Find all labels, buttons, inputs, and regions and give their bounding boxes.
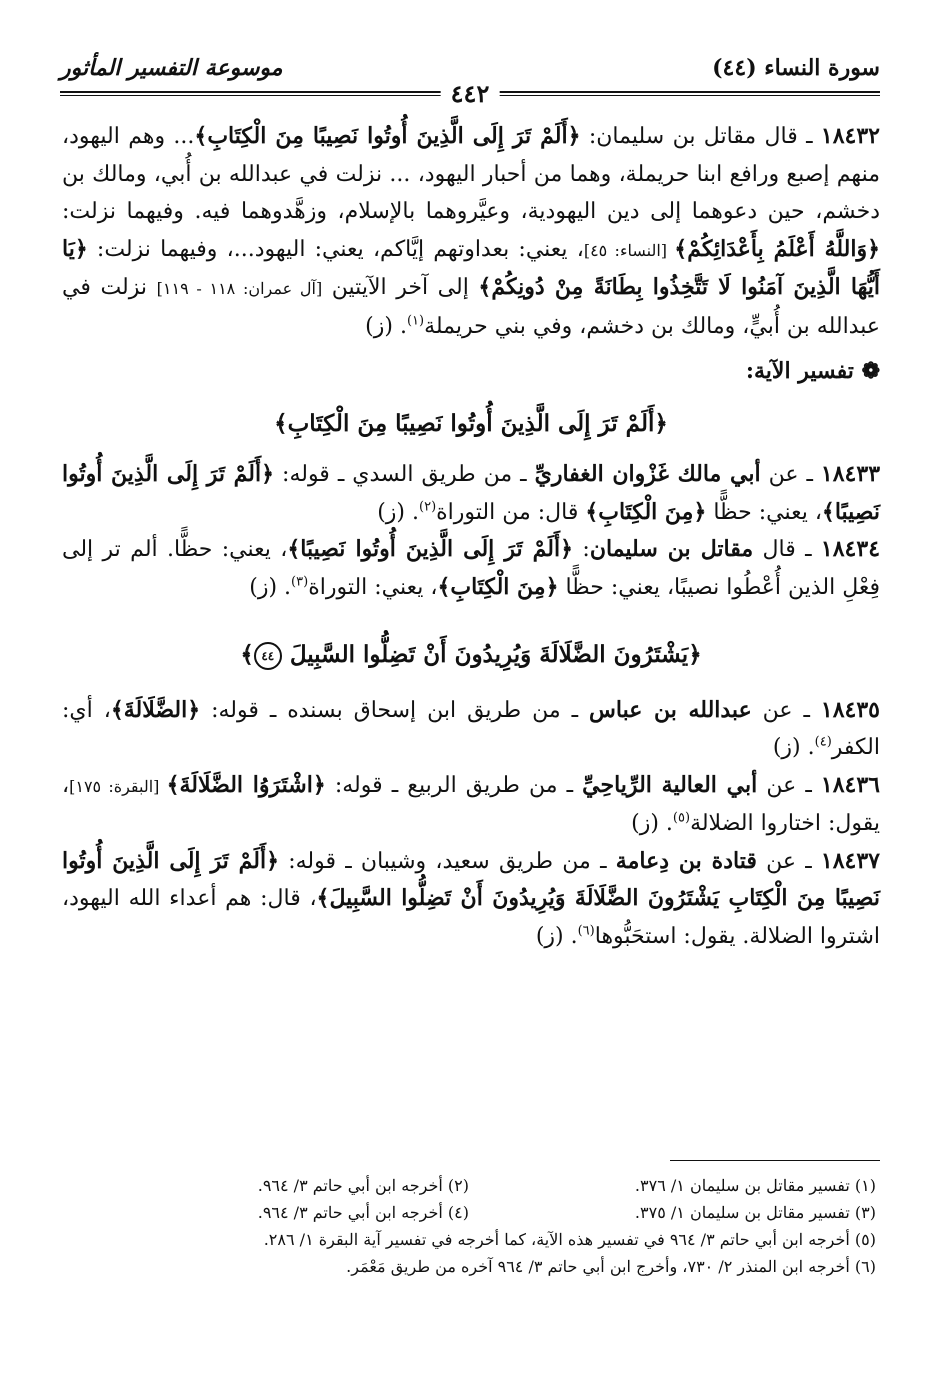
entry-number: ١٨٤٣٢ [820,123,880,149]
entry-18436 [62,767,880,843]
footnote-1: (١) تفسير مقاتل بن سليمان ١/ ٣٧٦. [634,1176,876,1195]
footnote-2: (٢) أخرجه ابن أبي حاتم ٣/ ٩٦٤. [257,1176,469,1195]
quran-quote: ﴿مِنَ الْكِتَابِ﴾ [437,573,559,600]
entry-18435 [62,692,880,767]
entry-number: ١٨٤٣٤ [820,536,881,562]
footnote-row [62,1199,876,1226]
book-title: موسوعة التفسير المأثور [60,55,283,81]
entry-number: ١٨٤٣٦ [820,771,880,798]
quran-quote: ﴿أَلَمْ تَرَ إِلَى الَّذِينَ أُوتُوا نَصِيبًا﴾ [287,536,574,562]
footnote-row [62,1253,876,1280]
footnote-marker: (٤) [814,734,832,750]
quran-quote: ﴿الضَّلَالَةَ﴾ [110,696,201,723]
entry-text: إلى آخر الآيتين [322,275,479,300]
entry-text: . (ز) [365,313,407,339]
page-header [60,55,880,108]
footnotes [62,1172,876,1280]
entry-text: ، يقول: اختاروا الضلالة [62,772,880,836]
quran-quote: ﴿مِنَ الْكِتَابِ﴾ [585,498,707,525]
entry-number: ١٨٤٣٥ [820,696,880,723]
entry-text: ، قال: هم أعداء الله اليهود، اشتروا الضلالة. يقول: استحَبُّوها [62,886,880,949]
entry-number: ١٨٤٣٧ [820,847,880,874]
entry-18433 [62,456,880,531]
quran-quote: ﴿اشْتَرَوُا الضَّلَالَةَ﴾ [166,771,326,798]
entry-18437 [62,843,880,956]
footnote-marker: (١) [406,313,425,329]
footnote-row [62,1226,876,1253]
footnote-divider [670,1160,880,1161]
entry-text: ـ عن [751,697,821,723]
entry-text: ، أي: الكفر [62,697,880,760]
footnote-row [62,1172,876,1199]
quran-quote: ﴿أَلَمْ تَرَ إِلَى الَّذِينَ أُوتُوا نَصِيبًا مِنَ الْكِتَابِ يَشْتَرُونَ الضَّلَالَةَ وَيُرِيدُونَ أَنْ تَضِلُّوا السَّبِيلَ﴾ [62,847,881,911]
verse-heading: ﴿أَلَمْ تَرَ إِلَى الَّذِينَ أُوتُوا نَصِيبًا مِنَ الْكِتَابِ﴾ [274,409,668,437]
entry-text: . (ز) [535,923,578,949]
entry-text: ، يعني: التوراة [308,574,438,600]
entry-text: . (ز) [772,735,815,760]
surah-title: سورة النساء (٤٤) [712,55,880,81]
entry-text: ، يعني: بعداوتهم إيَّاكم، يعني: اليهود...، وفيهما نزلت: [87,236,584,262]
ayah-number-icon: ٤٤ [254,642,282,670]
quran-quote: ﴿أَلَمْ تَرَ إِلَى الَّذِينَ أُوتُوا نَصِيبًا﴾ [62,461,880,525]
entry-number: ١٨٤٣٣ [820,461,881,487]
entry-text: ـ من طريق ابن إسحاق بسنده ـ قوله: [200,697,590,723]
verse-reference: [البقرة: ١٧٥] [69,776,167,796]
entry-text: ، يعني: حظًّا [706,499,822,525]
footnote-marker: (٦) [577,923,595,939]
entry-text: ـ من طريق السدي ـ قوله: [274,462,535,487]
narrator-name: أبي العالية الرِّياحِيِّ [582,771,758,798]
footnote-3: (٣) تفسير مقاتل بن سليمان ١/ ٣٧٥. [634,1203,876,1222]
entry-text: ـ قال [753,537,821,562]
entry-text: ـ من طريق الربيع ـ قوله: [325,772,583,798]
section-title: ❁ تفسير الآية: [745,358,880,384]
narrator-name: أبي مالك غَزْوان الغفاريِّ [534,461,761,487]
entry-18432 [62,118,880,345]
entry-text: . (ز) [249,574,292,600]
verse-text: ﴿يَشْتَرُونَ الضَّلَالَةَ وَيُرِيدُونَ أَنْ تَضِلُّوا السَّبِيلَ [289,641,702,668]
verse-reference: [آل عمران: ١١٨ - ١١٩] [156,279,323,298]
quran-quote: ﴿وَاللَّهُ أَعْلَمُ بِأَعْدَائِكُمْ﴾ [674,235,880,262]
entry-text: ـ عن [757,772,821,798]
entry-text: ، يعني: حظًّا. ألم تر إلى فِعْلِ الذين أُعْطُوا نصيبًا، يعني: حظًّا [62,537,880,600]
entry-text: : [573,537,590,562]
main-text [62,118,880,955]
narrator-name: عبدالله بن عباس [589,696,752,723]
verse-close-bracket: ﴾ [240,641,254,668]
entry-text: ... وهم اليهود، منهم إصبع ورافع ابنا حريملة، وهما من أحبار اليهود، ... نزلت في عبدالله بن أُبي، ومالك بن دخشم، حين دعوهما إلى دين اليهودية، وعيَّروهما بالإسلام، وزهَّدوهما فيه. وفيهما نزلت: [62,124,880,224]
entry-text: ـ عن [756,848,821,874]
narrator-name: مقاتل بن سليمان [589,536,754,562]
quran-quote: ﴿يَا أَيُّهَا الَّذِينَ آمَنُوا لَا تَتَّخِذُوا بِطَانَةً مِنْ دُونِكُمْ﴾ [62,235,880,300]
verse-heading [62,636,880,674]
verse-reference: [النساء: ٤٥] [583,240,675,260]
footnote-6: (٦) أخرجه ابن المنذر ٢/ ٧٣٠، وأخرج ابن أبي حاتم ٣/ ٩٦٤ آخره من طريق مَعْمَر. [346,1257,876,1276]
footnote-marker: (٥) [672,810,691,826]
footnote-marker: (٣) [291,574,309,590]
footnote-4: (٤) أخرجه ابن أبي حاتم ٣/ ٩٦٤. [257,1203,469,1222]
entry-text: ـ من طريق سعيد، وشيبان ـ قوله: [278,848,616,874]
entry-text: . (ز) [631,811,673,836]
entry-18434 [62,531,880,606]
narrator-name: قتادة بن دِعامة [615,847,757,874]
entry-text: ـ عن [760,462,821,487]
footnote-marker: (٢) [419,499,437,515]
page-number: ٤٤٢ [441,79,500,108]
entry-text: نزلت في عبدالله بن أُبيٍّ، ومالك بن دخشم، وفي بني حريملة [62,275,880,339]
entry-text: ـ قال مقاتل بن سليمان: [580,124,821,149]
quran-quote: ﴿أَلَمْ تَرَ إِلَى الَّذِينَ أُوتُوا نَصِيبًا مِنَ الْكِتَابِ﴾ [194,123,581,149]
footnote-5: (٥) أخرجه ابن أبي حاتم ٣/ ٩٦٤ في تفسير هذه الآية، كما أخرجه في تفسير آية البقرة ١/ ٢٨٦. [263,1230,876,1249]
entry-text: . (ز) [377,499,419,525]
entry-text: قال: من التوراة [436,499,586,525]
